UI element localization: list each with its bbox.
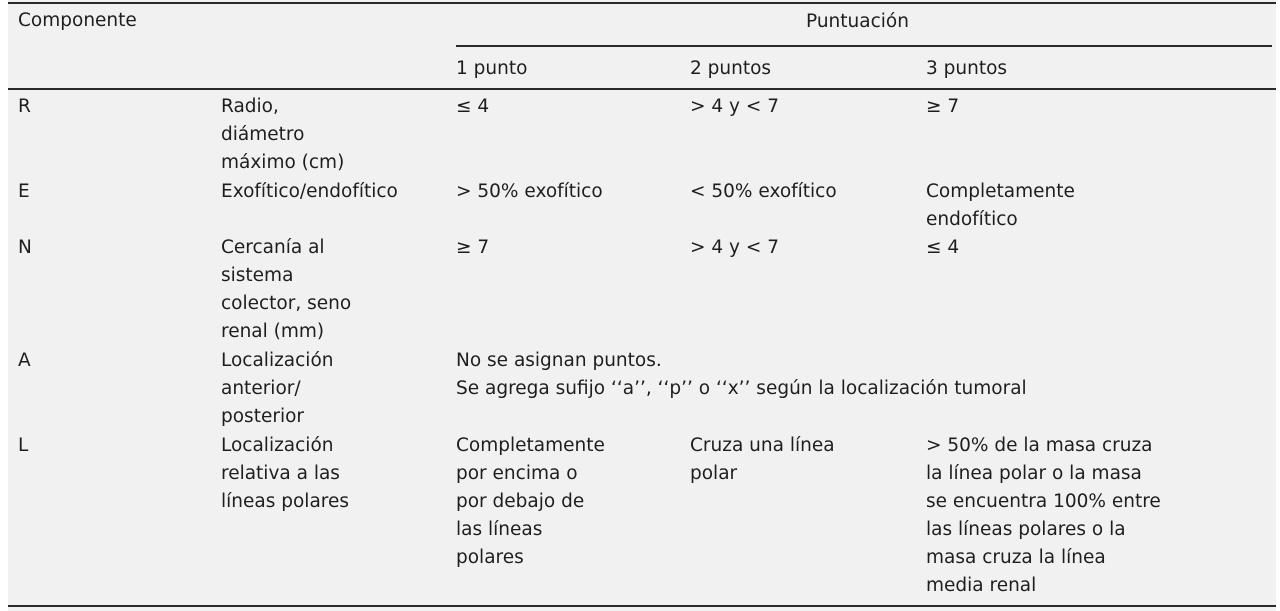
row-l-2-puntos: Cruza una línea polar <box>690 435 835 484</box>
renal-score-table <box>8 0 1276 611</box>
header-bottom-rule <box>8 88 1276 90</box>
table-bottom-rule <box>8 605 1276 607</box>
row-l-description: Localización relativa a las líneas polares <box>221 435 350 512</box>
row-e-1-punto: > 50% exofítico <box>456 181 603 202</box>
row-r-3-puntos: ≥ 7 <box>926 96 960 117</box>
row-n-description: Cercanía al sistema colector, seno renal (mm) <box>221 237 352 342</box>
row-n-3-puntos: ≤ 4 <box>926 237 960 258</box>
row-e-2-puntos: < 50% exofítico <box>690 181 837 202</box>
row-r-description: Radio, diámetro máximo (cm) <box>221 96 345 173</box>
row-n-letter: N <box>18 237 32 258</box>
row-n-1-punto: ≥ 7 <box>456 237 490 258</box>
row-l-1-punto: Completamente por encima o por debajo de las líneas polares <box>456 435 605 568</box>
row-a-letter: A <box>18 350 31 371</box>
row-r-letter: R <box>18 96 31 117</box>
row-r-1-punto: ≤ 4 <box>456 96 490 117</box>
row-e-3-puntos: Completamente endofítico <box>926 181 1075 230</box>
row-l-letter: L <box>18 435 29 456</box>
header-col-3-puntos: 3 puntos <box>926 58 1008 79</box>
row-a-note: No se asignan puntos. Se agrega sufijo ‘‘a’’, ‘‘p’’ o ‘‘x’’ según la localización tumoral <box>456 350 1027 399</box>
row-l-3-puntos: > 50% de la masa cruza la línea polar o la masa se encuentra 100% entre las líneas polares o la masa cruza la línea media renal <box>926 435 1161 596</box>
row-n-2-puntos: > 4 y < 7 <box>690 237 780 258</box>
header-puntuacion: Puntuación <box>806 11 909 32</box>
row-a-description: Localización anterior/ posterior <box>221 350 334 427</box>
header-sub-rule <box>456 45 1272 47</box>
row-e-description: Exofítico/endofítico <box>221 181 398 202</box>
row-e-letter: E <box>18 181 30 202</box>
header-col-1-punto: 1 punto <box>456 58 528 79</box>
header-col-2-puntos: 2 puntos <box>690 58 772 79</box>
table-top-rule <box>8 2 1276 4</box>
header-componente: Componente <box>18 10 137 31</box>
row-r-2-puntos: > 4 y < 7 <box>690 96 780 117</box>
